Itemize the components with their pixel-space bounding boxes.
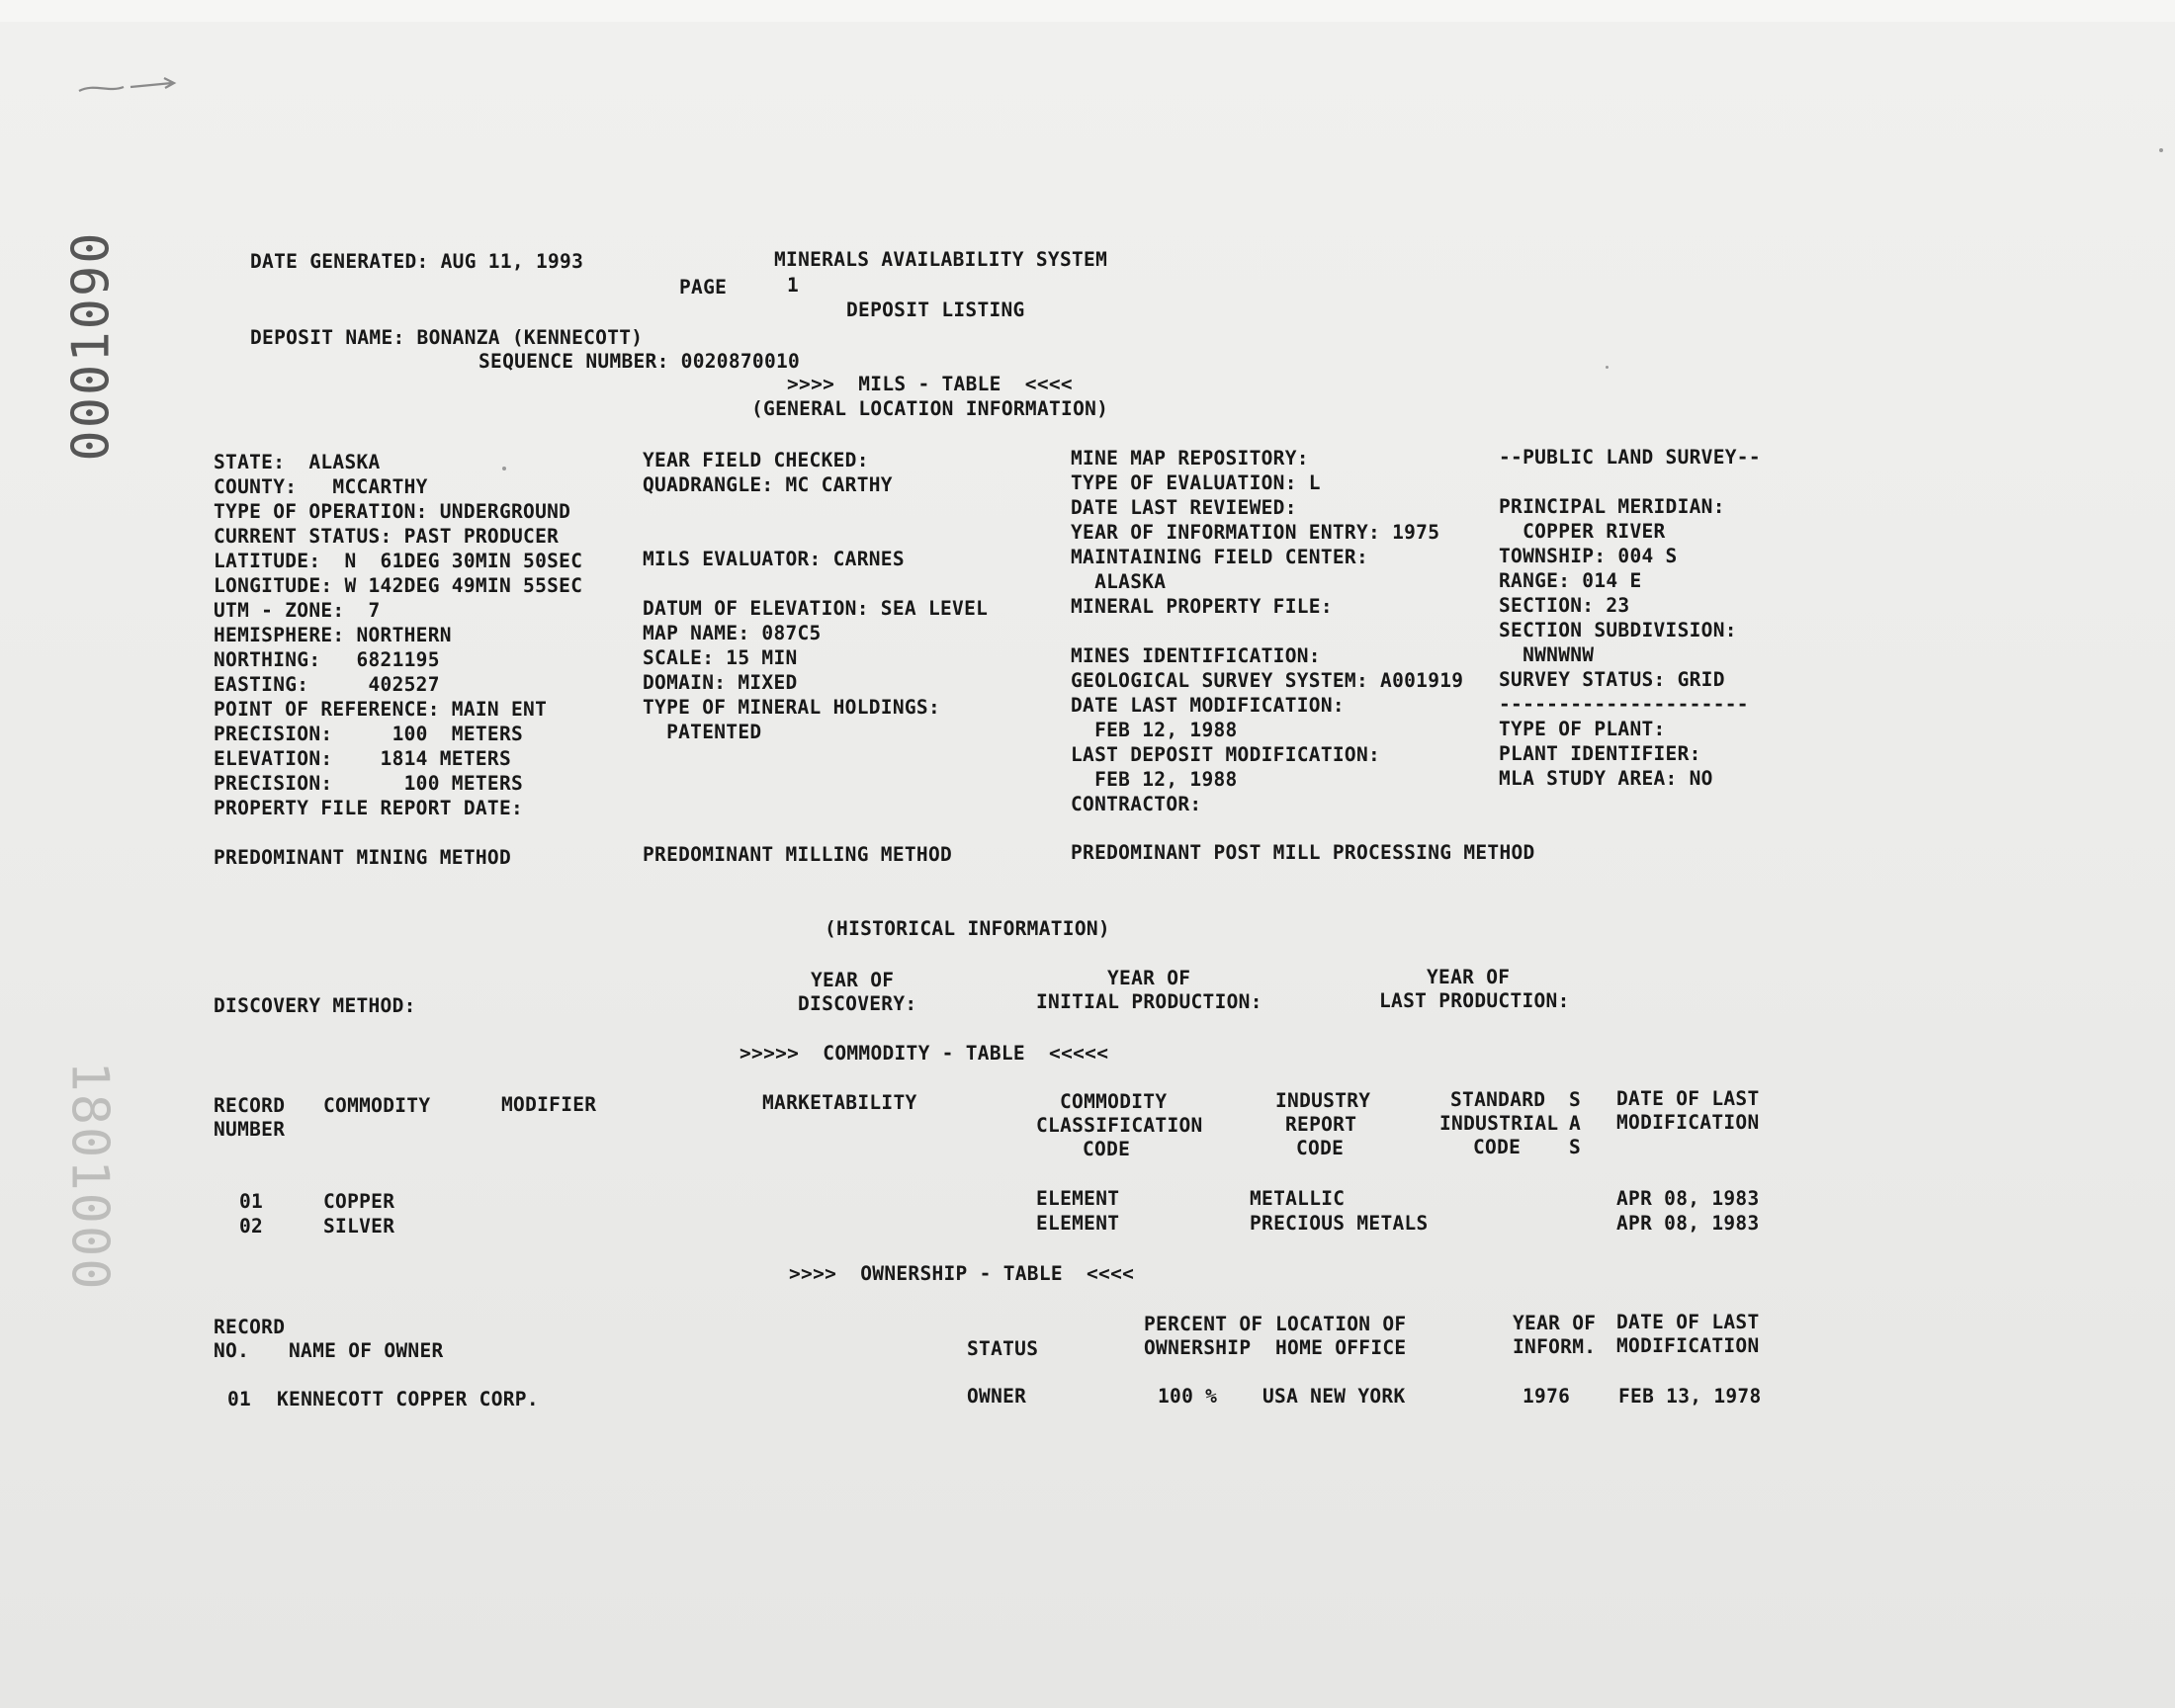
location-col1-line: HEMISPHERE: NORTHERN — [214, 624, 452, 646]
commodity-header-modifier: MODIFIER — [501, 1093, 597, 1116]
commodity-cell-commodity: COPPER — [323, 1190, 395, 1213]
location-col1-line: ELEVATION: 1814 METERS — [214, 747, 511, 770]
side-stamp-number: 0001090 — [61, 230, 122, 462]
location-col4-line: TYPE OF PLANT: — [1499, 718, 1666, 740]
listing-title: DEPOSIT LISTING — [846, 299, 1025, 321]
speck — [1606, 366, 1609, 369]
location-col4-line: COPPER RIVER — [1499, 520, 1666, 543]
commodity-header-date-2: MODIFICATION — [1616, 1111, 1760, 1134]
year-last-label-1: YEAR OF — [1427, 966, 1511, 988]
location-col2-line: SCALE: 15 MIN — [643, 646, 798, 669]
ownership-header-status: STATUS — [967, 1337, 1039, 1360]
commodity-header-standard-2: INDUSTRIAL — [1439, 1112, 1559, 1135]
location-col2-line: QUADRANGLE: MC CARTHY — [643, 473, 893, 496]
ownership-header-date-2: MODIFICATION — [1616, 1334, 1760, 1357]
location-col1-line: PRECISION: 100 METERS — [214, 723, 524, 745]
ownership-header-record-2: NO. — [214, 1339, 250, 1362]
year-last-label-2: LAST PRODUCTION: — [1379, 989, 1570, 1012]
location-col1-line: STATE: ALASKA — [214, 451, 381, 473]
location-col4-line: --PUBLIC LAND SURVEY-- — [1499, 446, 1761, 469]
year-initial-label-2: INITIAL PRODUCTION: — [1036, 990, 1262, 1013]
location-col2-line: PATENTED — [643, 721, 762, 743]
ownership-cell-status: OWNER — [967, 1385, 1027, 1408]
location-col2-line: TYPE OF MINERAL HOLDINGS: — [643, 696, 940, 719]
location-col4-line: SECTION SUBDIVISION: — [1499, 619, 1737, 641]
commodity-header-commodity: COMMODITY — [323, 1094, 431, 1117]
page-label: PAGE — [679, 276, 728, 299]
page-number: 1 — [787, 274, 800, 297]
location-col1-line: UTM - ZONE: 7 — [214, 599, 381, 622]
ownership-header-percent-2: OWNERSHIP — [1144, 1336, 1252, 1359]
location-col1-line: PRECISION: 100 METERS — [214, 772, 524, 795]
location-col4-line: MLA STUDY AREA: NO — [1499, 767, 1713, 790]
ownership-cell-name: KENNECOTT COPPER CORP. — [277, 1388, 539, 1410]
commodity-header-standard-1: STANDARD — [1450, 1088, 1546, 1111]
location-col1-line: COUNTY: MCCARTHY — [214, 475, 428, 498]
speck — [2159, 148, 2163, 152]
commodity-header-standard-3: CODE — [1473, 1136, 1522, 1158]
year-of-discovery-label-1: YEAR OF — [811, 969, 895, 991]
ownership-header-name: NAME OF OWNER — [289, 1339, 444, 1362]
commodity-header-record-1: RECORD — [214, 1094, 286, 1117]
year-of-discovery-label-2: DISCOVERY: — [798, 992, 917, 1015]
location-col3-line: MINE MAP REPOSITORY: — [1071, 447, 1309, 470]
location-col3-line: ALASKA — [1071, 570, 1167, 593]
ownership-header-percent-1: PERCENT OF — [1144, 1313, 1263, 1335]
speck — [502, 467, 506, 470]
commodity-cell-record: 01 — [239, 1190, 264, 1213]
location-col3-line: MAINTAINING FIELD CENTER: — [1071, 546, 1368, 568]
commodity-cell-classification: ELEMENT — [1036, 1212, 1120, 1235]
ghost-stamp-number: 1801000 — [59, 1061, 120, 1292]
commodity-header-sas-2: A — [1569, 1112, 1582, 1135]
deposit-name: DEPOSIT NAME: BONANZA (KENNECOTT) — [250, 326, 644, 349]
historical-title: (HISTORICAL INFORMATION) — [825, 917, 1110, 940]
location-col2-line: MILS EVALUATOR: CARNES — [643, 548, 905, 570]
general-location-title: (GENERAL LOCATION INFORMATION) — [751, 397, 1109, 420]
pencil-arrow-mark — [69, 69, 188, 109]
mining-method-label: PREDOMINANT MINING METHOD — [214, 846, 511, 869]
location-col4-line: PRINCIPAL MERIDIAN: — [1499, 495, 1725, 518]
year-initial-label-1: YEAR OF — [1107, 967, 1191, 989]
mils-table-title: >>>> MILS - TABLE <<<< — [787, 373, 1073, 395]
commodity-header-classification-1: COMMODITY — [1060, 1090, 1168, 1113]
ownership-header-location-2: HOME OFFICE — [1275, 1336, 1407, 1359]
commodity-header-industry-2: REPORT — [1285, 1113, 1357, 1136]
location-col4-line: NWNWNW — [1499, 643, 1595, 666]
commodity-header-marketability: MARKETABILITY — [762, 1091, 917, 1114]
location-col2-line: DOMAIN: MIXED — [643, 671, 798, 694]
milling-method-label: PREDOMINANT MILLING METHOD — [643, 843, 953, 866]
commodity-header-classification-2: CLASSIFICATION — [1036, 1114, 1203, 1137]
location-col3-line: DATE LAST REVIEWED: — [1071, 496, 1297, 519]
commodity-cell-industry: PRECIOUS METALS — [1250, 1212, 1429, 1235]
location-col4-line: SURVEY STATUS: GRID — [1499, 668, 1725, 691]
system-title: MINERALS AVAILABILITY SYSTEM — [774, 248, 1108, 271]
location-col4-line: --------------------- — [1499, 693, 1749, 716]
location-col1-line: NORTHING: 6821195 — [214, 648, 440, 671]
location-col1-line: CURRENT STATUS: PAST PRODUCER — [214, 525, 560, 548]
location-col4-line: RANGE: 014 E — [1499, 569, 1642, 592]
scan-top-band — [0, 0, 2175, 22]
commodity-cell-industry: METALLIC — [1250, 1187, 1346, 1210]
commodity-cell-record: 02 — [239, 1215, 264, 1238]
commodity-header-record-2: NUMBER — [214, 1118, 286, 1141]
commodity-header-sas-1: S — [1569, 1088, 1582, 1111]
location-col1-line: LATITUDE: N 61DEG 30MIN 50SEC — [214, 550, 583, 572]
location-col1-line: POINT OF REFERENCE: MAIN ENT — [214, 698, 548, 721]
location-col3-line: YEAR OF INFORMATION ENTRY: 1975 — [1071, 521, 1440, 544]
location-col1-line: EASTING: 402527 — [214, 673, 440, 696]
location-col2-line: DATUM OF ELEVATION: SEA LEVEL — [643, 597, 989, 620]
commodity-header-classification-3: CODE — [1083, 1138, 1131, 1160]
location-col3-line: FEB 12, 1988 — [1071, 719, 1238, 741]
location-col2-line: YEAR FIELD CHECKED: — [643, 449, 869, 471]
commodity-header-industry-1: INDUSTRY — [1275, 1089, 1371, 1112]
post-mill-method-label: PREDOMINANT POST MILL PROCESSING METHOD — [1071, 841, 1535, 864]
location-col4-line: TOWNSHIP: 004 S — [1499, 545, 1678, 567]
ownership-cell-year: 1976 — [1522, 1385, 1571, 1408]
location-col3-line: FEB 12, 1988 — [1071, 768, 1238, 791]
commodity-cell-date: APR 08, 1983 — [1616, 1212, 1760, 1235]
commodity-cell-commodity: SILVER — [323, 1215, 395, 1238]
location-col1-line: PROPERTY FILE REPORT DATE: — [214, 797, 524, 819]
commodity-cell-classification: ELEMENT — [1036, 1187, 1120, 1210]
sequence-number: SEQUENCE NUMBER: 0020870010 — [478, 350, 801, 373]
location-col4-line: SECTION: 23 — [1499, 594, 1630, 617]
ownership-cell-location: USA NEW YORK — [1262, 1385, 1406, 1408]
commodity-header-industry-3: CODE — [1296, 1137, 1345, 1159]
ownership-header-year-2: INFORM. — [1513, 1335, 1597, 1358]
commodity-header-date-1: DATE OF LAST — [1616, 1087, 1760, 1110]
ownership-header-date-1: DATE OF LAST — [1616, 1311, 1760, 1333]
commodity-cell-date: APR 08, 1983 — [1616, 1187, 1760, 1210]
location-col3-line: MINERAL PROPERTY FILE: — [1071, 595, 1333, 618]
ownership-header-year-1: YEAR OF — [1513, 1312, 1597, 1334]
commodity-header-sas-3: S — [1569, 1136, 1582, 1158]
date-generated: DATE GENERATED: AUG 11, 1993 — [250, 250, 584, 273]
location-col3-line: TYPE OF EVALUATION: L — [1071, 471, 1321, 494]
location-col3-line: CONTRACTOR: — [1071, 793, 1202, 815]
location-col1-line: LONGITUDE: W 142DEG 49MIN 55SEC — [214, 574, 583, 597]
ownership-cell-record: 01 — [227, 1388, 252, 1410]
ownership-cell-date: FEB 13, 1978 — [1618, 1385, 1762, 1408]
ownership-table-title: >>>> OWNERSHIP - TABLE <<<< — [789, 1262, 1135, 1285]
ownership-header-record-1: RECORD — [214, 1316, 286, 1338]
ownership-header-location-1: LOCATION OF — [1275, 1313, 1407, 1335]
location-col2-line: MAP NAME: 087C5 — [643, 622, 822, 644]
location-col3-line: LAST DEPOSIT MODIFICATION: — [1071, 743, 1381, 766]
ownership-cell-percent: 100 % — [1158, 1385, 1218, 1408]
commodity-table-title: >>>>> COMMODITY - TABLE <<<<< — [740, 1042, 1109, 1065]
location-col3-line: GEOLOGICAL SURVEY SYSTEM: A001919 — [1071, 669, 1464, 692]
discovery-method-label: DISCOVERY METHOD: — [214, 994, 416, 1017]
location-col3-line: MINES IDENTIFICATION: — [1071, 644, 1321, 667]
location-col3-line: DATE LAST MODIFICATION: — [1071, 694, 1345, 717]
location-col4-line: PLANT IDENTIFIER: — [1499, 742, 1701, 765]
location-col1-line: TYPE OF OPERATION: UNDERGROUND — [214, 500, 571, 523]
